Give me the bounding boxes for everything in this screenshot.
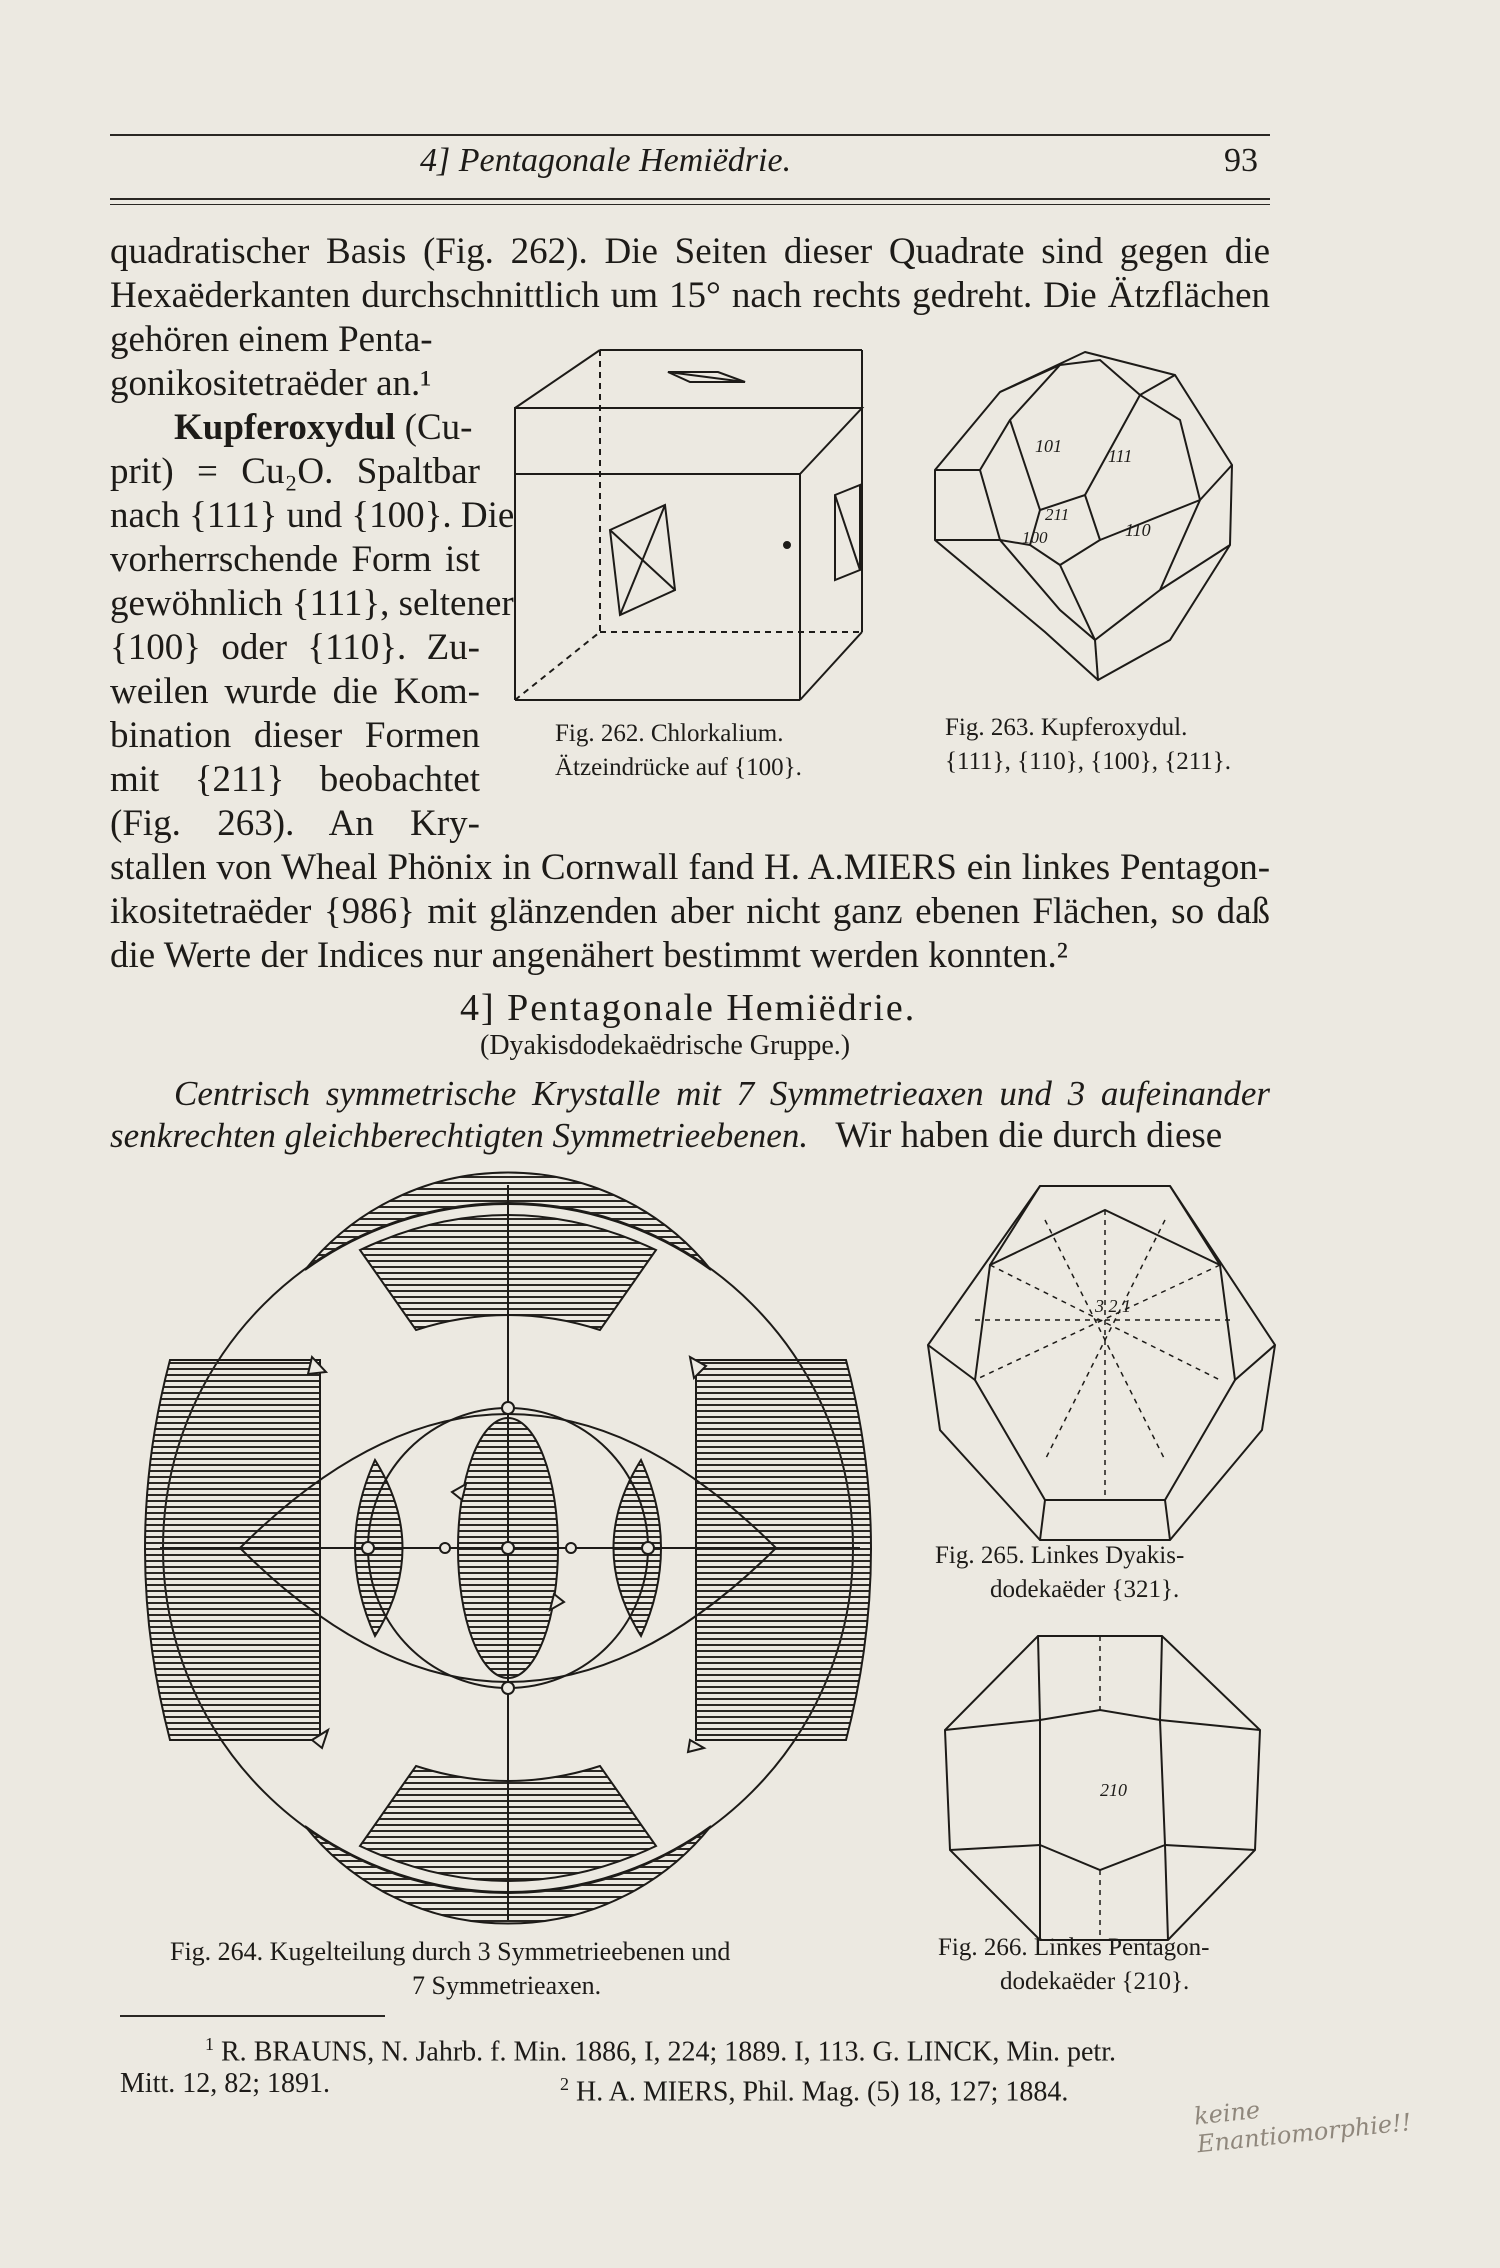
cuprite-title: Kupferoxydul bbox=[174, 407, 396, 448]
fig262-caption-2: Ätzeindrücke auf {100}. bbox=[555, 754, 802, 781]
fig264-caption-2: 7 Symmetrieaxen. bbox=[412, 1971, 602, 2000]
fig262-caption-1: Fig. 262. Chlorkalium. bbox=[555, 720, 784, 747]
handwritten-note: keine Enantiomorphie!! bbox=[1192, 2095, 1413, 2159]
fig263-label: 110 bbox=[1125, 520, 1151, 540]
fig266-label: 210 bbox=[1100, 1780, 1127, 1800]
section-heading: 4] Pentagonale Hemiëdrie. bbox=[460, 987, 917, 1029]
text-line: (Fig. 263). An Kry- bbox=[110, 803, 480, 844]
footnote-1-cont: Mitt. 12, 82; 1891. bbox=[120, 2068, 331, 2099]
fig265-caption-2: dodekaëder {321}. bbox=[990, 1576, 1180, 1603]
footnote-2-number: 2 bbox=[560, 2074, 569, 2094]
text-line: {100} oder {110}. Zu- bbox=[110, 627, 480, 668]
footnote-1: $^1$ R. BRAUNS, N. Jahrb. f. Min. 1886, I, 224; 1889. I, 113. G. LINCK, Min. petr. bbox=[205, 2034, 1116, 2068]
text-line: prit) = Cu₂O. Spaltbar bbox=[110, 451, 480, 492]
page-number: 93 bbox=[1224, 142, 1258, 179]
text-line: bination dieser Formen bbox=[110, 715, 480, 756]
cuprite-formula-start: (Cu- bbox=[404, 407, 473, 448]
text-line: gewöhnlich {111}, seltener bbox=[110, 583, 514, 624]
fig266-caption-1: Fig. 266. Linkes Pentagon- bbox=[938, 1934, 1210, 1961]
text-line: mit {211} beobachtet bbox=[110, 759, 480, 800]
fig266-caption-2: dodekaëder {210}. bbox=[1000, 1968, 1190, 1995]
text-line: Hexaëderkanten durchschnittlich um 15° nach rechts gedreht. Die Ätzflächen bbox=[110, 275, 1270, 316]
author-miers: MIERS bbox=[843, 847, 957, 888]
text-line: gonikositetraëder an.¹ bbox=[110, 363, 432, 404]
fig265-label: 3 2 1 bbox=[1095, 1296, 1131, 1316]
section-subheading: (Dyakisdodekaëdrische Gruppe.) bbox=[480, 1030, 851, 1061]
text-line: die Werte der Indices nur angenähert bestimmt werden konnten.² bbox=[110, 935, 1068, 976]
section-para-line-2: senkrechten gleichberechtigten Symmetrieebenen. Wir haben die durch diese bbox=[110, 1115, 1223, 1156]
fig263-caption-2: {111}, {110}, {100}, {211}. bbox=[945, 748, 1232, 775]
fig263-label: 111 bbox=[1108, 446, 1133, 466]
section-para-line-1: Centrisch symmetrische Krystalle mit 7 Symmetrieaxen und 3 aufeinander bbox=[174, 1074, 1270, 1113]
text-line: weilen wurde die Kom- bbox=[110, 671, 480, 712]
running-head: 4] Pentagonale Hemiëdrie. bbox=[420, 142, 792, 179]
fig263-label: 211 bbox=[1045, 505, 1070, 524]
footnote-rule bbox=[120, 2015, 385, 2017]
fig263-caption-1: Fig. 263. Kupferoxydul. bbox=[945, 714, 1188, 741]
footnote-2: $^2$ H. A. MIERS, Phil. Mag. (5) 18, 127; 1884. bbox=[560, 2074, 1069, 2108]
footnote-1-number: 1 bbox=[205, 2034, 214, 2054]
text-line: vorherrschende Form ist bbox=[110, 539, 480, 580]
text-line: quadratischer Basis (Fig. 262). Die Seiten dieser Quadrate sind gegen die bbox=[110, 231, 1270, 272]
fig264-caption-1: Fig. 264. Kugelteilung durch 3 Symmetrieebenen und bbox=[170, 1937, 731, 1966]
text-line: nach {111} und {100}. Die bbox=[110, 495, 515, 536]
fig263-label: 101 bbox=[1035, 436, 1062, 456]
fig265-caption-1: Fig. 265. Linkes Dyakis- bbox=[935, 1542, 1185, 1569]
text-line: gehören einem Penta- bbox=[110, 319, 433, 360]
text-line: ikositetraëder {986} mit glänzenden aber nicht ganz ebenen Flächen, so daß bbox=[110, 891, 1270, 932]
text-line: stallen von Wheal Phönix in Cornwall fand H. A.MIERS ein linkes Pentagon- bbox=[110, 847, 1271, 888]
fig263-label: 100 bbox=[1022, 528, 1048, 547]
